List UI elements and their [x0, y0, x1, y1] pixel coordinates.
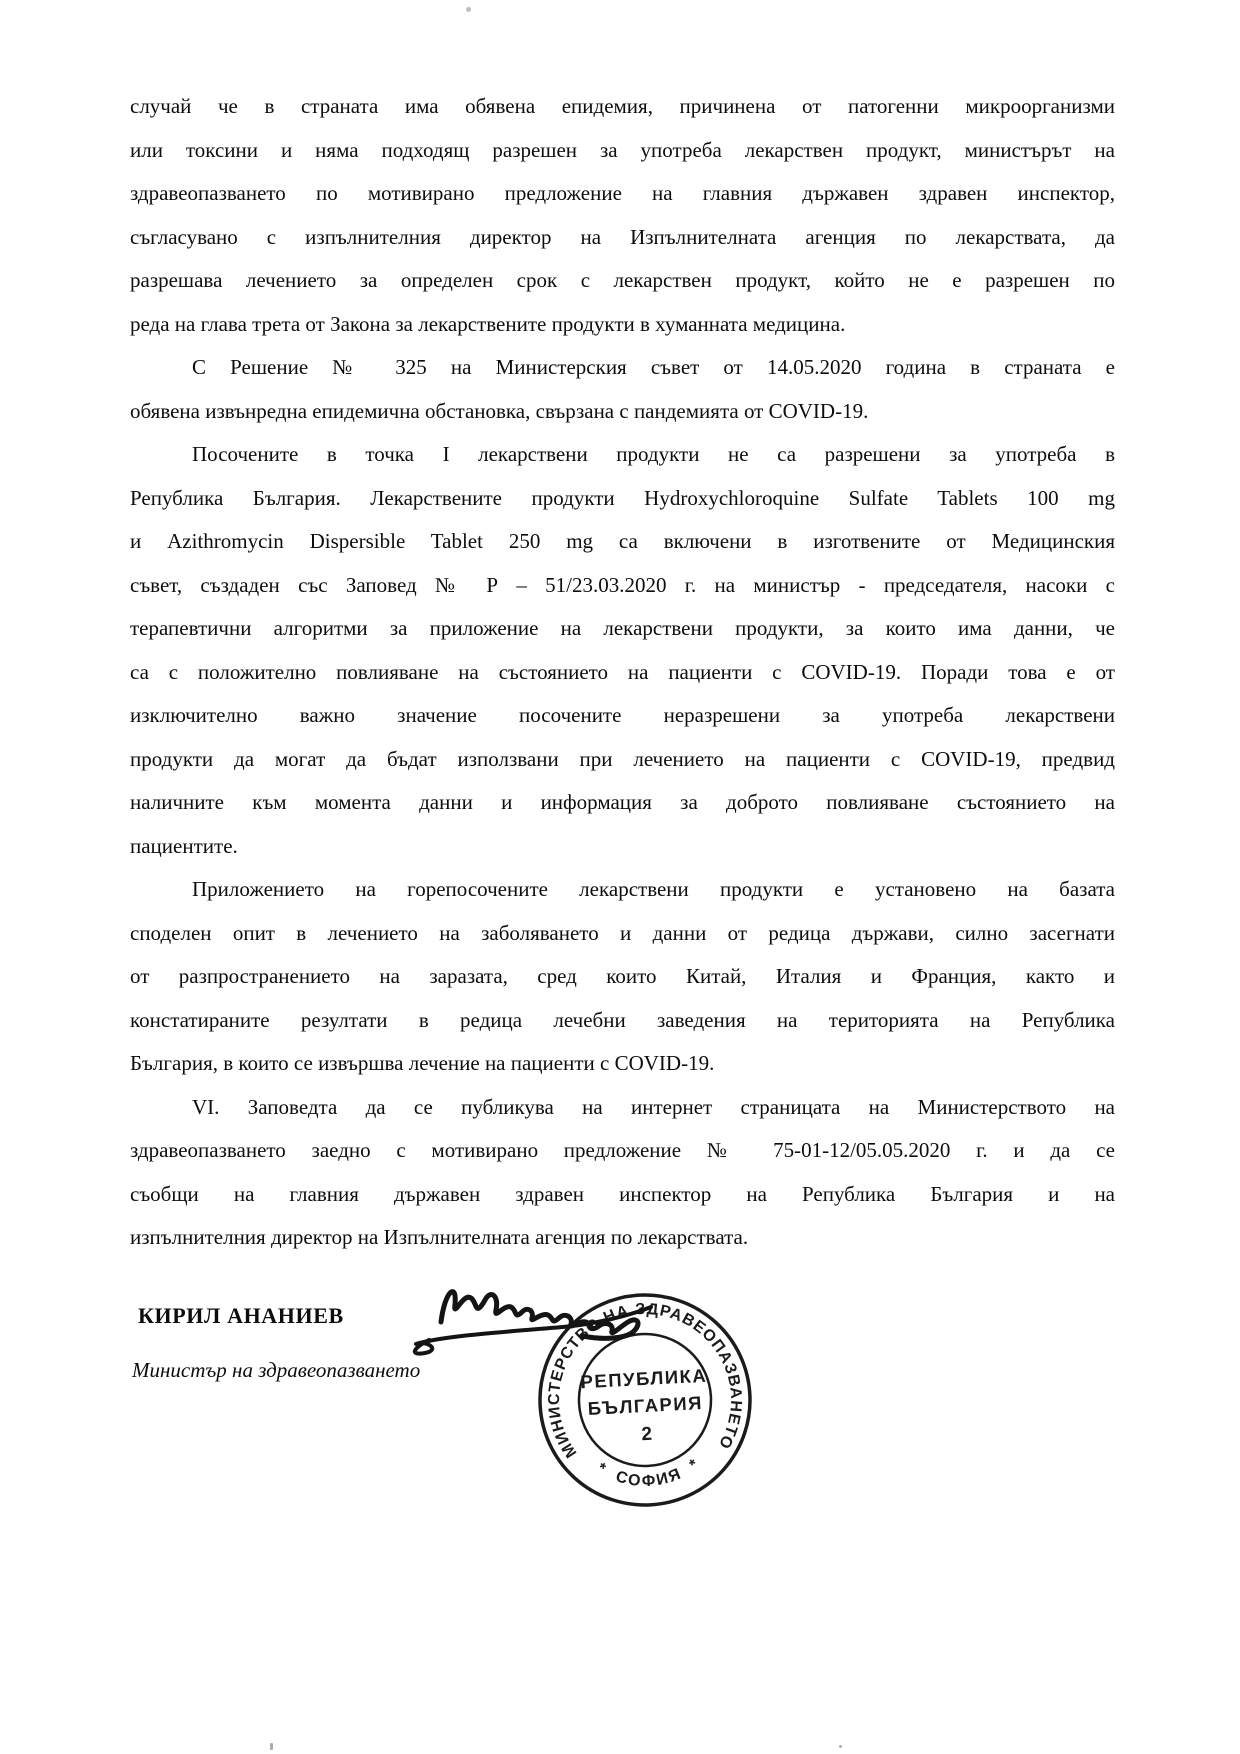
text-line: съобщи на главния държавен здравен инспектор на Република България и на	[130, 1181, 1115, 1206]
text-line: съвет, създаден със Заповед № Р – 51/23.03.2020 г. на министър - председателя, насоки с	[130, 572, 1115, 597]
paragraph-publication	[130, 1086, 1115, 1260]
text-line: здравеопазването по мотивирано предложение на главния държавен здравен инспектор,	[130, 181, 1115, 205]
text-line: съгласувано с изпълнителния директор на Изпълнителната агенция по лекарствата, да	[130, 224, 1115, 249]
text-line: България, в които се извършва лечение на пациенти с COVID-19.	[130, 1051, 715, 1075]
text-line: VI. Заповедта да се публикува на интернет страницата на Министерството на	[192, 1094, 1115, 1119]
text-line: разрешава лечението за определен срок с лекарствен продукт, който не е разрешен по	[130, 268, 1115, 292]
svg-text:* СОФИЯ *	[593, 1455, 704, 1493]
text-line: са с положително повлияване на състоянието на пациенти с COVID-19. Поради това е от	[130, 659, 1115, 684]
text-line: обявена извънредна епидемична обстановка, свързана с пандемията от COVID-19.	[130, 398, 869, 423]
text-line: наличните към момента данни и информация за доброто повлияване състоянието на	[130, 790, 1115, 814]
paragraph-products	[130, 433, 1115, 868]
stamp-ring-text: МИНИСТЕРСТВО НА ЗДРАВЕОПАЗВАНЕТО	[545, 1300, 745, 1461]
paragraph-continuation	[130, 85, 1115, 346]
text-line: С Решение № 325 на Министерския съвет от 14.05.2020 година в страната е	[192, 355, 1115, 379]
text-line: или токсини и няма подходящ разрешен за употреба лекарствен продукт, министърът на	[130, 137, 1115, 162]
text-line: констатираните резултати в редица лечебни заведения на територията на Република	[130, 1007, 1115, 1032]
scan-artifact-dot	[270, 1743, 273, 1750]
text-line: терапевтични алгоритми за приложение на лекарствени продукти, за които има данни, че	[130, 616, 1115, 640]
text-line: изпълнителния директор на Изпълнителната агенция по лекарствата.	[130, 1225, 749, 1249]
paragraph-application	[130, 868, 1115, 1086]
text-line: споделен опит в лечението на заболяването и данни от редица държави, силно засегнати	[130, 920, 1115, 945]
text-line: и Azithromycin Dispersible Tablet 250 mg са включени в изготвените от Медицинския	[130, 529, 1115, 553]
text-line: Република България. Лекарствените продукти Hydroxychloroquine Sulfate Tablets 100 mg	[130, 485, 1115, 510]
scan-artifact-dot	[839, 1745, 842, 1748]
text-line: Посочените в точка I лекарствени продукти не са разрешени за употреба в	[192, 442, 1115, 466]
text-line: случай че в страната има обявена епидемия, причинена от патогенни микроорганизми	[130, 94, 1115, 118]
text-line: продукти да могат да бъдат използвани при лечението на пациенти с COVID-19, предвид	[130, 746, 1115, 771]
signature-stroke-letters	[441, 1292, 638, 1339]
text-line: реда на глава трета от Закона за лекарствените продукти в хуманната медицина.	[130, 311, 846, 336]
stamp-inner-text-bulgaria: БЪЛГАРИЯ	[587, 1391, 704, 1419]
document-text-block	[130, 85, 1115, 1260]
stamp-city-text: * СОФИЯ *	[594, 1455, 704, 1491]
text-line: здравеопазването заедно с мотивирано предложение № 75-01-12/05.05.2020 г. и да се	[130, 1138, 1115, 1162]
paragraph-decision-325	[130, 346, 1115, 433]
text-line: Приложението на горепосочените лекарствени продукти е установено на базата	[192, 877, 1115, 901]
signature-scribble	[383, 1266, 663, 1366]
stamp-inner-text-number: 2	[640, 1423, 653, 1446]
scan-artifact-dot	[466, 7, 471, 12]
text-line: изключително важно значение посочените неразрешени за употреба лекарствени	[130, 703, 1115, 727]
signature-title: Министър на здравеопазването	[132, 1358, 421, 1382]
stamp-inner-text-republic: РЕПУБЛИКА	[580, 1364, 708, 1393]
text-line: пациентите.	[130, 833, 238, 858]
signature-name: КИРИЛ АНАНИЕВ	[138, 1303, 344, 1328]
text-line: от разпространението на заразата, сред които Китай, Италия и Франция, както и	[130, 964, 1115, 988]
